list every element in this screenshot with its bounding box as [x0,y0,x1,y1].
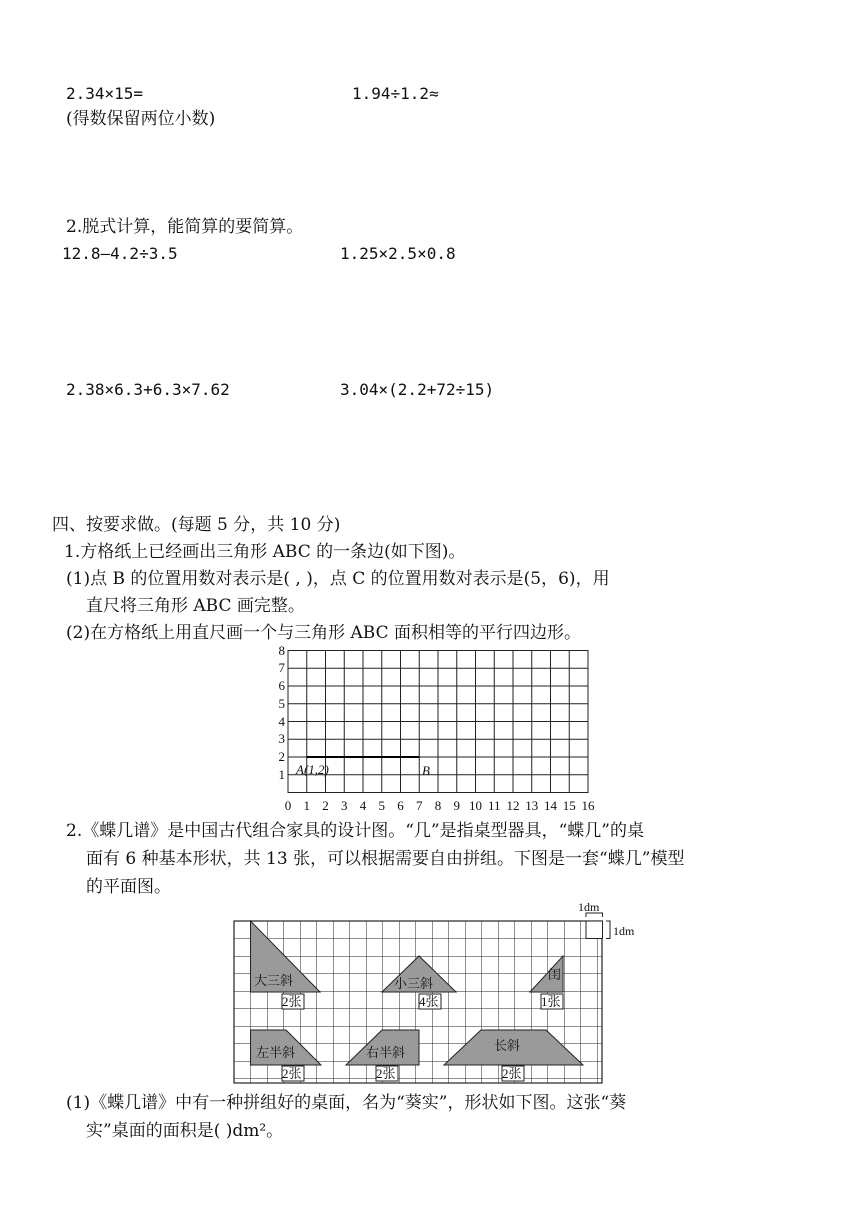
expr-2-38: 2.38×6.3+6.3×7.62 [66,380,230,399]
coordinate-grid [272,644,602,816]
x-tick-11: 11 [487,798,501,813]
section-4-heading: 四、按要求做。(每题 5 分，共 10 分) [52,515,341,535]
expr-1-25: 1.25×2.5×0.8 [340,244,456,263]
x-tick-16: 16 [581,798,595,813]
x-tick-2: 2 [322,798,329,813]
unit-label-vertical: 1dm [613,924,635,938]
q4-2-line3: 的平面图。 [86,877,171,897]
piece-count-chang-xie: 2张 [502,1066,522,1081]
q4-1-sub1-line2: 直尺将三角形 ABC 画完整。 [86,596,305,616]
x-tick-14: 14 [544,798,557,813]
rounding-note: (得数保留两位小数) [66,109,216,129]
y-tick-2: 2 [278,749,285,764]
y-tick-5: 5 [278,696,285,711]
x-tick-9: 9 [453,798,460,813]
x-tick-12: 12 [506,798,520,813]
q4-2-line1: 2.《蝶几谱》是中国古代组合家具的设计图。“几”是指桌型器具，“蝶几”的桌 [66,821,644,841]
x-tick-7: 7 [416,798,423,813]
piece-count-you-ban-xie: 2张 [376,1066,396,1081]
x-tick-13: 13 [525,798,539,813]
x-tick-6: 6 [397,798,404,813]
piece-name-you-ban-xie: 右半斜 [366,1045,406,1060]
y-tick-4: 4 [278,714,285,729]
q4-2-sub1-line2: 实”桌面的面积是( )dm²。 [86,1121,284,1141]
unit-label-horizontal: 1dm [578,900,600,914]
x-tick-1: 1 [303,798,310,813]
piece-name-da-san-xie: 大三斜 [254,973,294,988]
y-tick-3: 3 [278,731,285,746]
x-tick-4: 4 [359,798,367,813]
q4-2-line2: 面有 6 种基本形状，共 13 张，可以根据需要自由拼组。下图是一套“蝶几”模型 [86,849,685,869]
q2-instruction: 2.脱式计算，能简算的要简算。 [66,217,304,237]
expr-1-94div1-2: 1.94÷1.2≈ [352,84,439,103]
y-tick-6: 6 [278,678,285,693]
label-a: A(1,2) [296,762,329,777]
piece-name-xiao-san-xie: 小三斜 [394,976,434,991]
x-tick-3: 3 [341,798,348,813]
q4-1-sub2: (2)在方格纸上用直尺画一个与三角形 ABC 面积相等的平行四边形。 [66,623,581,643]
x-tick-0: 0 [284,798,292,813]
y-tick-8: 8 [278,644,285,658]
piece-name-zuo-ban-xie: 左半斜 [256,1045,296,1060]
piece-count-da-san-xie: 2张 [282,994,302,1009]
expr-12-8: 12.8—4.2÷3.5 [62,244,178,263]
expr-2-34x15: 2.34×15= [66,84,144,103]
expr-3-04: 3.04×(2.2+72÷15) [340,380,495,399]
piece-count-xiao-san-xie: 4张 [419,994,439,1009]
y-tick-1: 1 [278,767,285,782]
label-b: B [422,763,430,778]
piece-name-chang-xie: 长斜 [494,1038,521,1053]
piece-count-gui: 1张 [541,994,561,1009]
y-tick-7: 7 [278,660,285,675]
x-tick-5: 5 [378,798,385,813]
q4-1-text: 1.方格纸上已经画出三角形 ABC 的一条边(如下图)。 [64,542,466,562]
q4-2-sub1-line1: (1)《蝶几谱》中有一种拼组好的桌面，名为“葵实”，形状如下图。这张“葵 [66,1093,627,1113]
piece-count-zuo-ban-xie: 2张 [282,1066,302,1081]
piece-name-gui: 闺 [548,967,562,982]
x-tick-15: 15 [562,798,576,813]
x-tick-8: 8 [434,798,442,813]
x-tick-10: 10 [469,798,482,813]
q4-1-sub1-line1: (1)点 B 的位置用数对表示是( , )，点 C 的位置用数对表示是(5，6)，用 [66,569,610,589]
diejipu-diagram [226,897,656,1087]
